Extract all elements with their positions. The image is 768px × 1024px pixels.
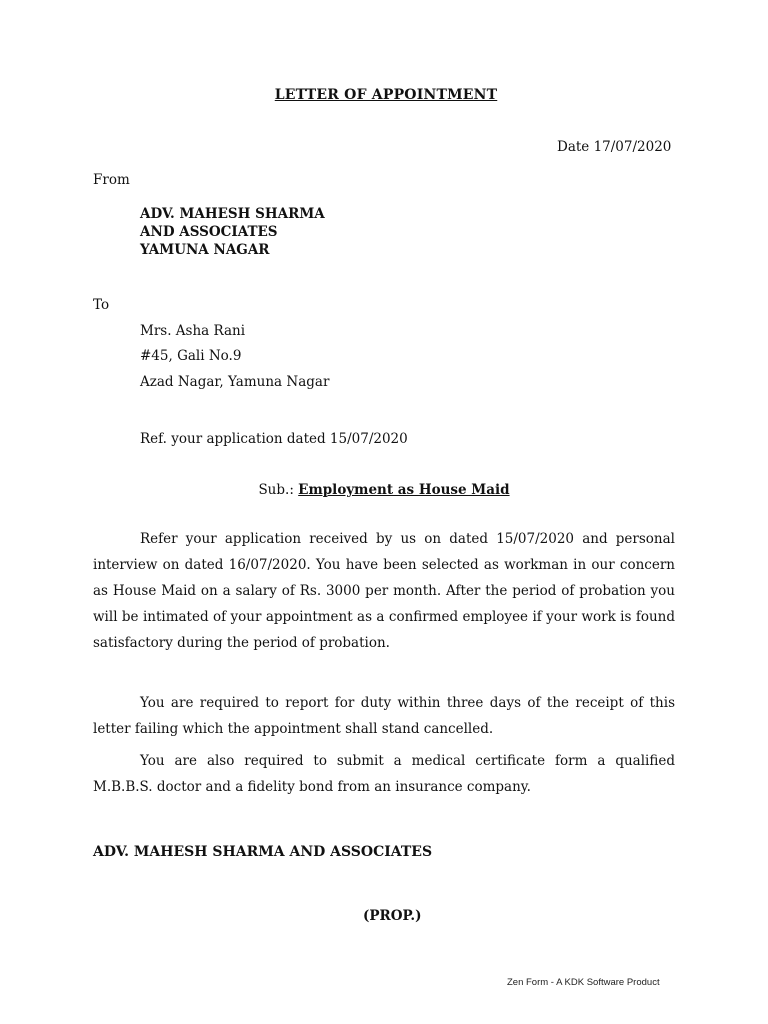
- subject-prefix: Sub.:: [258, 482, 294, 498]
- subject-line: [0, 482, 768, 498]
- subject-text: Employment as House Maid: [298, 482, 510, 498]
- sender-address: [140, 205, 325, 259]
- sender-line: YAMUNA NAGAR: [140, 242, 270, 258]
- recipient-address-line: #45, Gali No.9: [140, 348, 242, 364]
- body-paragraph: You are also required to submit a medical certificate form a qualified M.B.B.S. doctor and a fidelity bond from an insurance company.: [93, 753, 675, 795]
- letter-title: LETTER OF APPOINTMENT: [274, 87, 498, 103]
- letter-date: Date 17/07/2020: [557, 139, 672, 155]
- sender-line: AND ASSOCIATES: [140, 224, 278, 240]
- signature-role: (PROP.): [363, 908, 422, 924]
- to-label: To: [93, 297, 110, 313]
- body-paragraph: You are required to report for duty within three days of the receipt of this letter failing which the appointment shall stand cancelled.: [93, 695, 675, 737]
- signature-firm: ADV. MAHESH SHARMA AND ASSOCIATES: [93, 844, 433, 860]
- reference-line: Ref. your application dated 15/07/2020: [140, 431, 408, 447]
- from-label: From: [93, 172, 130, 188]
- sender-line: ADV. MAHESH SHARMA: [140, 206, 325, 222]
- recipient-address-line: Azad Nagar, Yamuna Nagar: [140, 374, 330, 390]
- recipient-name: Mrs. Asha Rani: [140, 323, 246, 339]
- body-paragraph: Refer your application received by us on dated 15/07/2020 and personal interview on dated 16/07/2020. You have been selected as workman in our concern as House Maid on a salary of Rs. 3000 per month. After the period of probation you will be intimated of your appointment as a confirmed employee if your work is found satisfactory during the period of probation.: [93, 531, 675, 651]
- footer-credit: Zen Form - A KDK Software Product: [507, 977, 660, 988]
